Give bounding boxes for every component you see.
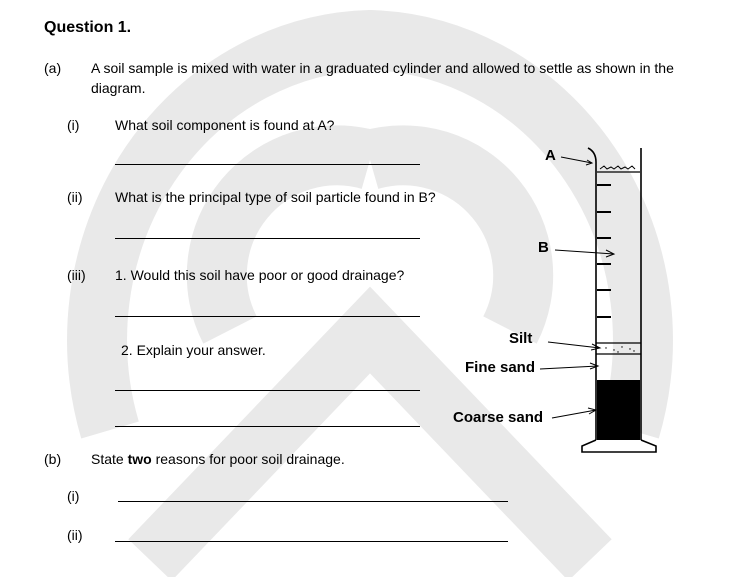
part-a-ii-text: What is the principal type of soil particle found in B? xyxy=(115,189,436,205)
part-a-marker: (a) xyxy=(44,60,62,76)
part-a-i-marker: (i) xyxy=(67,117,80,133)
part-b-ii-marker: (ii) xyxy=(67,527,83,543)
part-b-marker: (b) xyxy=(44,451,62,467)
label-b: B xyxy=(538,239,549,256)
question-title: Question 1. xyxy=(44,19,132,36)
part-a-ii-marker: (ii) xyxy=(67,189,83,205)
part-a-iii-marker: (iii) xyxy=(67,267,86,283)
coarse-sand-layer xyxy=(597,380,640,440)
part-a-iii-1-text: 1. Would this soil have poor or good drainage? xyxy=(115,267,405,283)
label-fine-sand: Fine sand xyxy=(465,359,536,376)
part-a-iii-2-text: 2. Explain your answer. xyxy=(121,342,266,358)
part-b-text-prefix: State xyxy=(91,451,128,467)
label-a: A xyxy=(545,147,556,164)
part-a-i-text: What soil component is found at A? xyxy=(115,117,335,133)
label-silt: Silt xyxy=(509,330,533,347)
part-b-text-bold: two xyxy=(127,451,152,467)
part-a-text: A soil sample is mixed with water in a graduated cylinder and allowed to settle as shown in the diagram. xyxy=(91,60,674,96)
part-b-text-suffix: reasons for poor soil drainage. xyxy=(151,451,345,467)
part-b-i-marker: (i) xyxy=(67,488,80,504)
label-coarse-sand: Coarse sand xyxy=(453,409,544,426)
